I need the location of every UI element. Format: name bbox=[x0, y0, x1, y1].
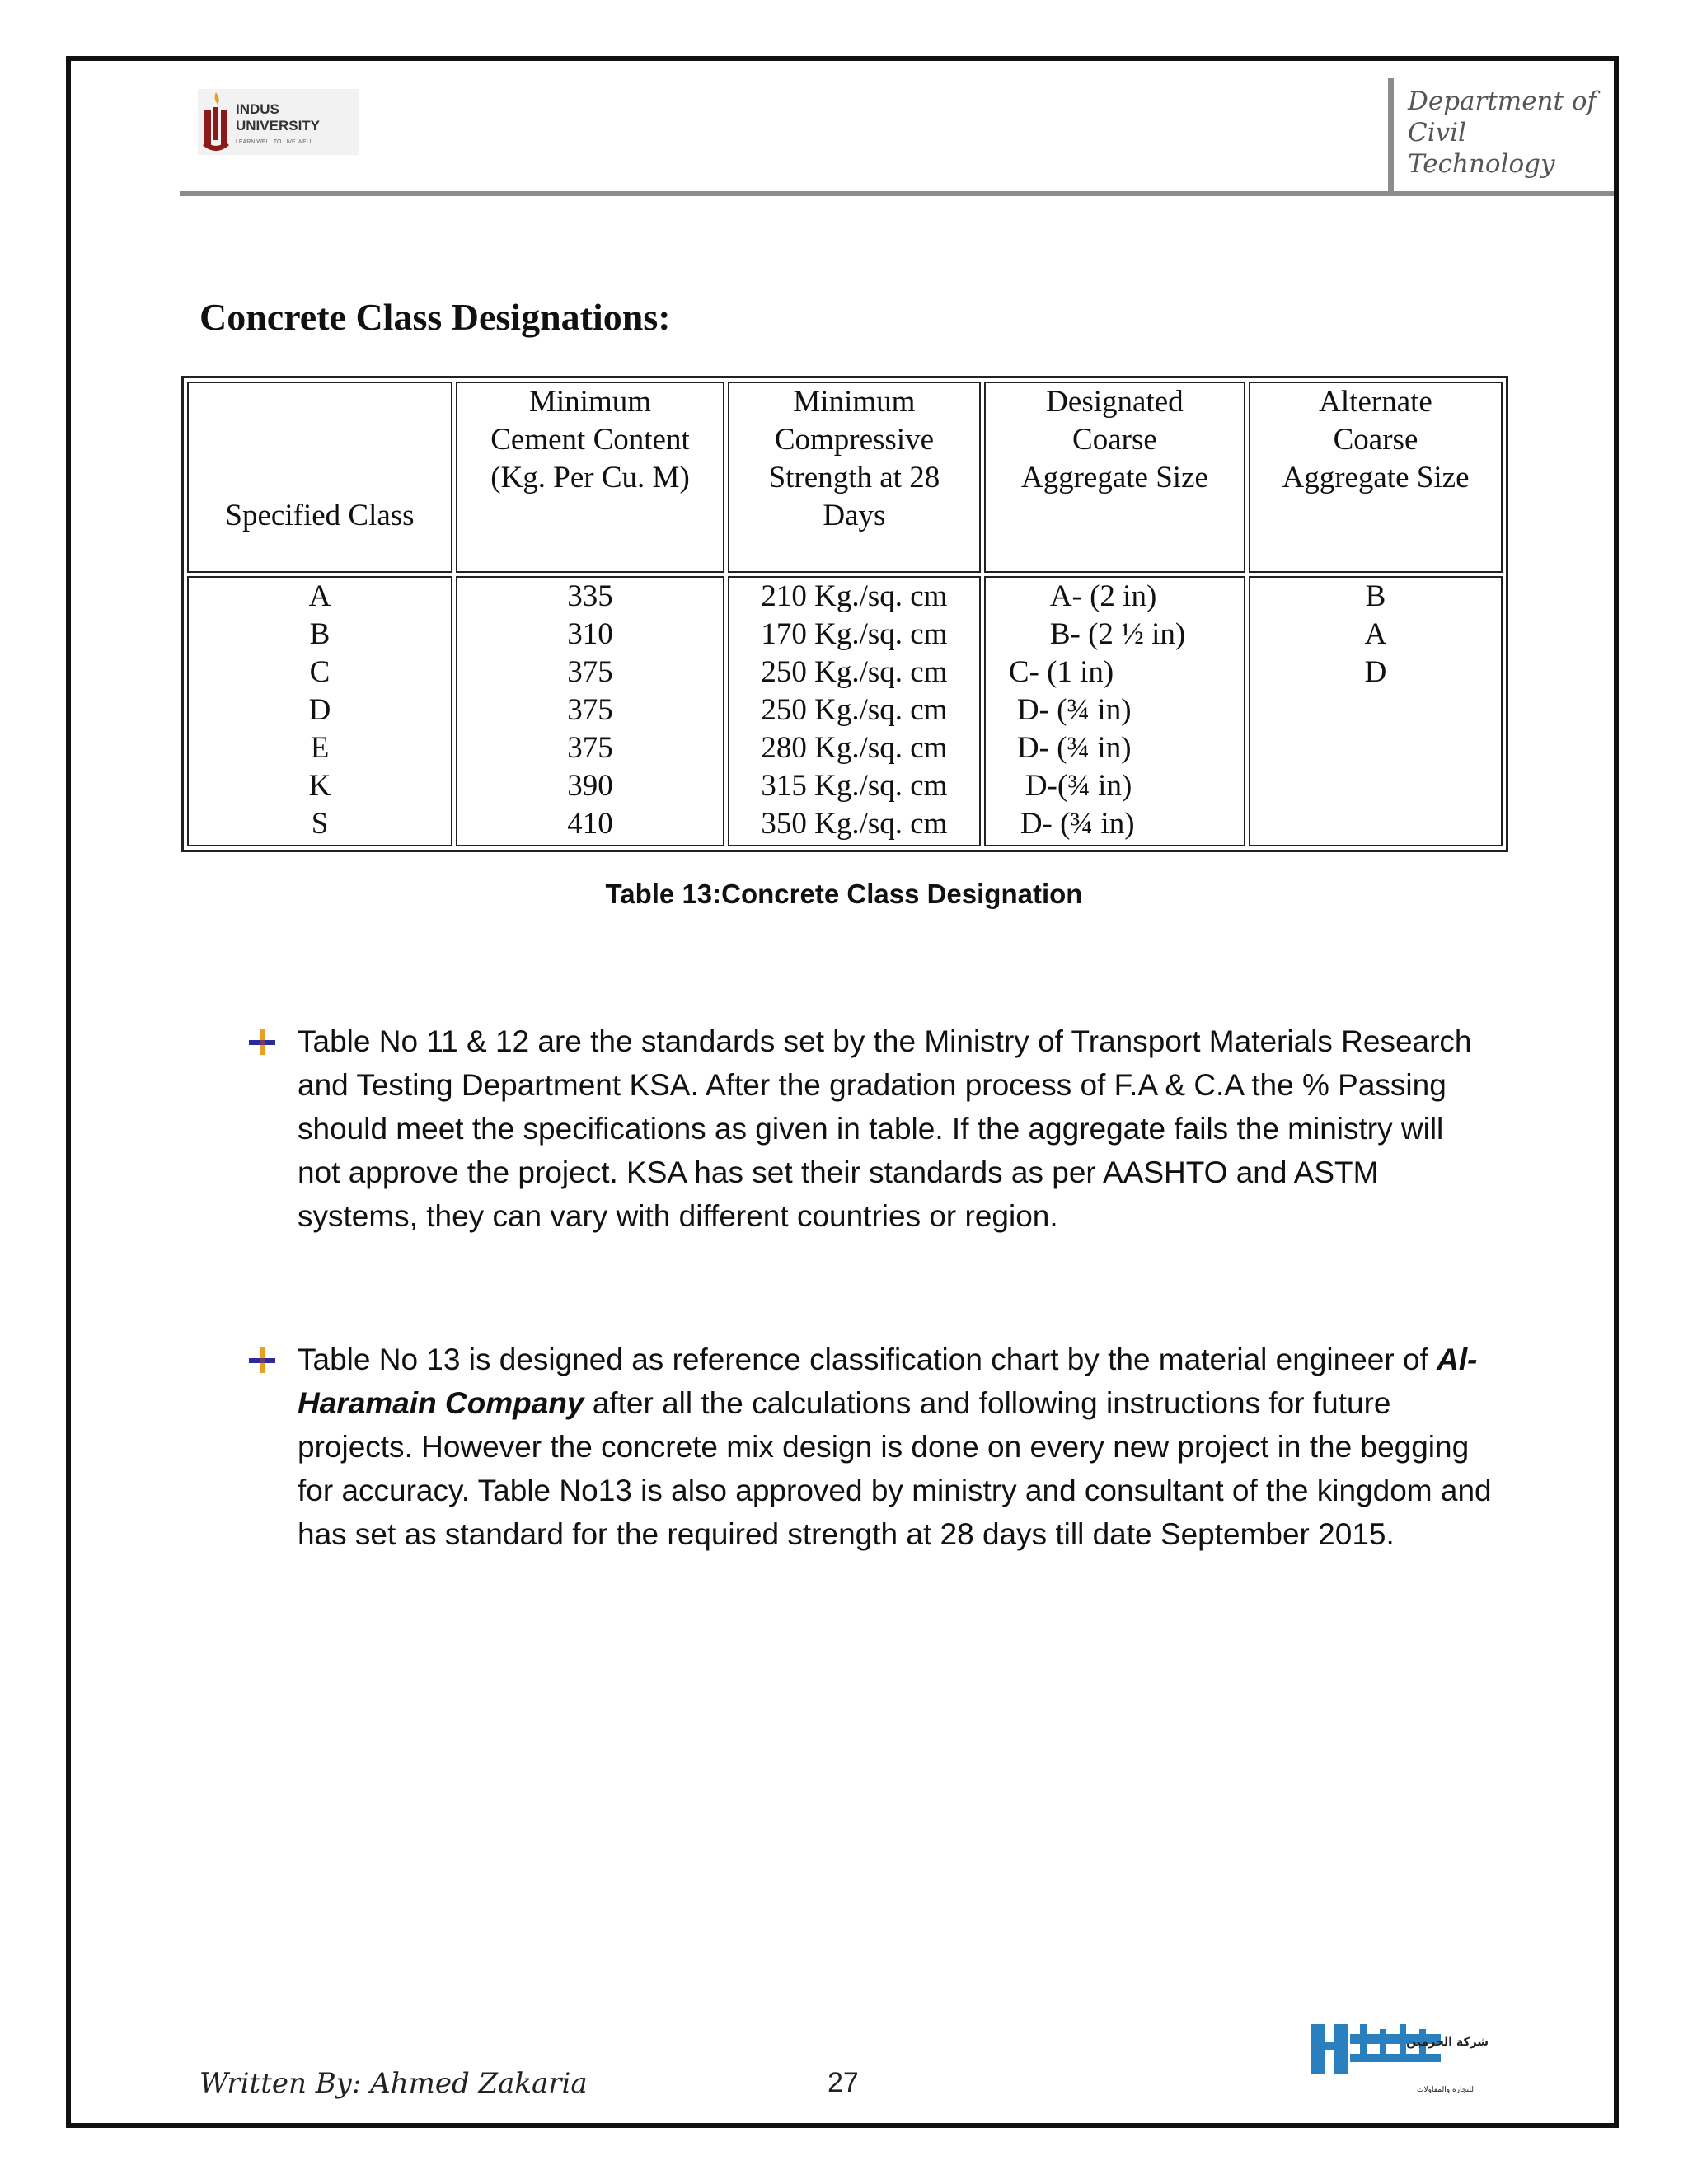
class-cell: K bbox=[308, 769, 331, 803]
al-haramain-company-logo-icon bbox=[1309, 2018, 1490, 2100]
header-compressive-strength bbox=[728, 382, 981, 573]
department-line: Technology bbox=[1408, 149, 1555, 179]
header-vertical-divider bbox=[1388, 78, 1394, 194]
class-cell: S bbox=[311, 807, 329, 841]
header-designated-size bbox=[984, 382, 1245, 573]
header-rule bbox=[180, 191, 1614, 196]
bullet-cross-icon bbox=[246, 1025, 279, 1058]
strength-cell: 350 Kg./sq. cm bbox=[761, 807, 948, 841]
column-compressive-strength bbox=[728, 576, 981, 846]
page-number: 27 bbox=[828, 2067, 859, 2098]
department-name bbox=[1408, 86, 1606, 180]
company-name-emphasis: Al-Haramain Company bbox=[298, 1343, 1478, 1420]
concrete-class-table bbox=[181, 376, 1508, 852]
class-cell: D bbox=[308, 693, 331, 727]
paragraph-text: after all the calculations and following instructions for future projects. However the concrete mix design is done on every new project in the begging for accuracy. Table No13 is also approved by ministry and consultant of the kingdom and has set as standard for the required strength at 28 days till date September 2015. bbox=[298, 1386, 1492, 1551]
header-line: Minimum bbox=[793, 385, 916, 419]
designated-size-cell: C- (1 in) bbox=[1008, 655, 1114, 689]
header-specified-class bbox=[187, 382, 452, 573]
cement-cell: 375 bbox=[567, 693, 613, 727]
logo-arabic-subtitle: للتجارة والمقاولات bbox=[1417, 2086, 1474, 2094]
header-line: Minimum bbox=[528, 385, 652, 419]
cement-cell: 390 bbox=[567, 769, 613, 803]
strength-cell: 250 Kg./sq. cm bbox=[761, 655, 948, 689]
header-line: Days bbox=[823, 499, 886, 532]
class-cell: E bbox=[310, 731, 330, 765]
column-alternate-size bbox=[1249, 576, 1503, 846]
alternate-size-cell: D bbox=[1364, 655, 1387, 689]
designated-size-cell: D- (¾ in) bbox=[1020, 807, 1135, 841]
logo-line1: INDUS bbox=[236, 101, 279, 117]
designated-size-cell: D- (¾ in) bbox=[1016, 693, 1132, 727]
designated-size-cell: A- (2 in) bbox=[1049, 579, 1157, 613]
department-line: Civil bbox=[1408, 118, 1466, 148]
strength-cell: 210 Kg./sq. cm bbox=[761, 579, 948, 613]
alternate-size-cell: A bbox=[1364, 617, 1387, 651]
designated-size-cell: B- (2 ½ in) bbox=[1049, 617, 1186, 651]
header-line: (Kg. Per Cu. M) bbox=[490, 461, 690, 494]
header-line: Aggregate Size bbox=[1020, 461, 1208, 494]
bullet-paragraph-1: Table No 11 & 12 are the standards set by the Ministry of Transport Materials Research and Testing Department KSA. After the gradation process of F.A & C.A the % Passing should meet the specifications as given in table. If the aggregate fails the ministry will not approve the project. KSA has set their standards as per AASHTO and ASTM systems, they can vary with different countries or region. bbox=[298, 1024, 1472, 1233]
header-line: Designated bbox=[1046, 385, 1184, 419]
table-header-row bbox=[187, 382, 1503, 573]
strength-cell: 315 Kg./sq. cm bbox=[761, 769, 948, 803]
column-designated-size bbox=[984, 576, 1245, 846]
bullet-paragraph-2 bbox=[298, 1338, 1493, 1556]
strength-cell: 280 Kg./sq. cm bbox=[761, 731, 948, 765]
header-line: Strength at 28 bbox=[768, 461, 940, 494]
header-line: Compressive bbox=[774, 423, 935, 457]
class-cell: C bbox=[309, 655, 331, 689]
logo-line2: UNIVERSITY bbox=[236, 118, 321, 134]
cement-cell: 375 bbox=[567, 731, 613, 765]
designated-size-cell: D-(¾ in) bbox=[1025, 769, 1132, 803]
header-line: Coarse bbox=[1072, 423, 1157, 457]
header-line: Cement Content bbox=[490, 423, 690, 457]
table-body-row bbox=[187, 576, 1503, 846]
table-caption: Table 13:Concrete Class Designation bbox=[605, 879, 1083, 909]
bullet-cross-icon bbox=[246, 1343, 279, 1376]
header-line: Alternate bbox=[1319, 385, 1432, 419]
cement-cell: 375 bbox=[567, 655, 613, 689]
strength-cell: 170 Kg./sq. cm bbox=[761, 617, 948, 651]
class-cell: B bbox=[309, 617, 331, 651]
strength-cell: 250 Kg./sq. cm bbox=[761, 693, 948, 727]
footer-author: Written By: Ahmed Zakaria bbox=[199, 2067, 588, 2100]
cement-cell: 310 bbox=[567, 617, 613, 651]
department-line: Department of bbox=[1408, 87, 1597, 116]
header-line: Aggregate Size bbox=[1282, 461, 1470, 494]
designated-size-cell: D- (¾ in) bbox=[1016, 731, 1132, 765]
header-cement-content bbox=[456, 382, 724, 573]
logo-tagline: LEARN WELL TO LIVE WELL bbox=[236, 139, 313, 145]
class-cell: A bbox=[308, 579, 331, 613]
cement-cell: 335 bbox=[567, 579, 613, 613]
alternate-size-cell: B bbox=[1365, 579, 1386, 613]
column-cement-content bbox=[456, 576, 724, 846]
paragraph-text: Table No 13 is designed as reference classification chart by the material engineer of bbox=[298, 1343, 1437, 1376]
header-alternate-size bbox=[1249, 382, 1503, 573]
header-line: Specified Class bbox=[225, 499, 415, 532]
logo-arabic-name: شركة الحرمين bbox=[1406, 2036, 1489, 2049]
column-specified-class bbox=[187, 576, 452, 846]
section-title: Concrete Class Designations: bbox=[199, 296, 671, 338]
cement-cell: 410 bbox=[567, 807, 613, 841]
indus-university-logo-icon bbox=[198, 89, 359, 155]
header-line: Coarse bbox=[1333, 423, 1418, 457]
